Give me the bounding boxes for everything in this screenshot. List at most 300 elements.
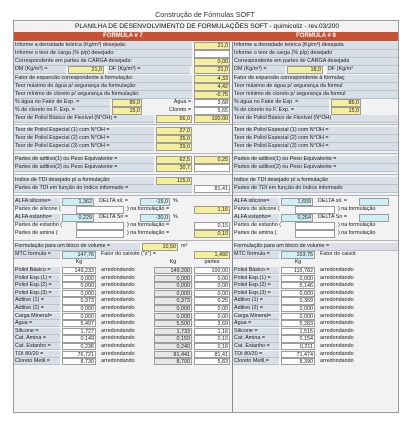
esp3-row xyxy=(14,143,232,151)
row-name: Cloreto Metil.= xyxy=(233,358,279,365)
row-kg: 0,373 xyxy=(62,297,96,304)
exp-factor-value: 4,33 xyxy=(194,75,230,83)
row-name: Poliol Esp.(2) = xyxy=(14,282,60,289)
corresp-label: Correspondente em partes de CARGA desejada: xyxy=(14,58,192,66)
row-rounding-mode: arredondando xyxy=(320,335,354,342)
esp1-row xyxy=(233,127,399,135)
exp-factor-row xyxy=(233,75,399,83)
row-name: Cat. Estanho = xyxy=(233,343,279,350)
poliol-basico-noh-input[interactable]: 56,0 xyxy=(156,115,192,123)
dm-label: DM (Kg/m³) = xyxy=(233,66,285,74)
row-rounding-mode: arredondando xyxy=(101,358,135,365)
water-pct-label: % água no Fator de Exp. = xyxy=(14,99,110,107)
window-title: Construção de Fórmulas SOFT xyxy=(155,10,255,19)
poliol-basico-value: 100,00 xyxy=(194,115,230,123)
esp2-label: Teor de Poliol Especial (2) com N°OH = xyxy=(233,135,399,143)
df-label: DF (Kg/m³) = xyxy=(108,66,190,74)
row-kg: 0,000 xyxy=(281,290,315,297)
row-name: TDI 80/20 = xyxy=(233,351,279,358)
delta-sn-input[interactable] xyxy=(359,214,389,222)
row-name: Carga Mineral= xyxy=(14,313,60,320)
row-kg: 5,283 xyxy=(281,320,315,327)
esp3-label: Teor de Poliol Especial (3) com N°OH = xyxy=(233,143,399,151)
alfa-sil-row xyxy=(14,198,232,206)
row-kg: 0,000 xyxy=(62,313,96,320)
chlor-min-row xyxy=(233,91,399,99)
table-row xyxy=(233,297,399,304)
table-row xyxy=(14,297,232,304)
row-rounding-mode: arredondando xyxy=(320,305,354,311)
parts-est-mid: ) na formulação = xyxy=(127,222,170,228)
tdi-input[interactable]: 115,0 xyxy=(156,177,192,185)
row-kg: 5,497 xyxy=(62,320,96,327)
adit1-label: Partes de aditivo(1) ou Peso Equivalente = xyxy=(14,156,154,164)
delta-sn-input[interactable]: -30,0 xyxy=(140,214,170,222)
table-row xyxy=(233,343,399,350)
row-kg: 1,727 xyxy=(62,328,96,335)
row-kg: 0,149 xyxy=(62,335,96,342)
table-row xyxy=(14,320,232,327)
parts-am-label: Partes de amina ( xyxy=(234,230,277,236)
load-label: Informe o teor de carga (% p/p) desejado xyxy=(233,50,399,58)
parts-am-row xyxy=(14,230,232,238)
silicone-name-input[interactable] xyxy=(76,206,124,214)
row-name: Poliol Esp.(2) = xyxy=(233,282,279,289)
water-max-row xyxy=(14,83,232,91)
esp1-label: Teor de Poliol Especial (1) com N°OH = xyxy=(233,127,399,135)
row-partes: 0,10 xyxy=(194,335,230,342)
density-label: Informe a densidade teórica (Kg/m³) desejada: xyxy=(14,42,192,50)
row-kg-rounded: 0,373 xyxy=(154,297,192,304)
water-pct-input[interactable]: 85,0 xyxy=(331,99,361,107)
row-kg-rounded: 0,000 xyxy=(154,290,192,297)
water-max-value: 4,42 xyxy=(194,83,230,91)
divider xyxy=(233,195,399,196)
esp2-input[interactable]: 35,0 xyxy=(156,135,192,143)
block-volume-input[interactable]: 10,50 xyxy=(142,243,178,251)
row-rounding-mode: arredondando xyxy=(320,282,354,289)
delta-sn-unit: % xyxy=(173,214,178,220)
parts-est-row xyxy=(14,222,232,230)
box-factor-value: 1,492 xyxy=(194,251,230,259)
cloreto-value: 5,65 xyxy=(194,107,230,115)
silicone-name-input[interactable] xyxy=(295,206,335,214)
tdi-parts-row xyxy=(233,185,399,193)
chlor-min-label: Teor mínimo de cloreto p/ segurança da formul xyxy=(233,91,399,99)
row-partes: 81,41 xyxy=(194,351,230,358)
row-kg-rounded: 0,000 xyxy=(154,313,192,320)
row-kg-rounded: 1,733 xyxy=(154,328,192,335)
parts-am-label: Partes de amina ( xyxy=(15,230,58,236)
adit2-label: Partes de aditivo(2) ou Peso Equivalente = xyxy=(233,164,399,172)
esp2-label: Teor de Poliol Especial (2) com N°OH = xyxy=(14,135,154,143)
cloreto-label: Cloreto = xyxy=(168,107,191,113)
water-pct-label: % água no Fator de Exp. = xyxy=(233,99,329,107)
density-row xyxy=(14,42,232,50)
row-kg: 115,782 xyxy=(281,267,315,274)
esp1-input[interactable]: 27,0 xyxy=(156,127,192,135)
row-rounding-mode: arredondando xyxy=(101,335,135,342)
esp1-label: Teor de Poliol Especial (1) com N°OH = xyxy=(14,127,154,135)
corresp-label: Correspondente em partes de CARGA desejada xyxy=(233,58,399,66)
exp-factor-label: Fator de expansão correspondente à formulaç xyxy=(233,75,399,83)
row-kg: 0,000 xyxy=(281,305,315,312)
tdi-parts-label: Partes de TDI em função do índice informado = xyxy=(14,185,192,193)
row-rounding-mode: arredondando xyxy=(101,267,135,273)
row-name: Aditivo (2) = xyxy=(14,305,60,312)
divider xyxy=(14,174,232,175)
parts-sil-label: Partes de silicone ( xyxy=(15,206,61,212)
spreadsheet xyxy=(13,20,399,413)
row-rounding-mode: arredondando xyxy=(320,274,354,281)
alfa-est-label: ALFA estanho= xyxy=(14,214,60,222)
parts-am-mid: ) na formulação = xyxy=(127,230,170,236)
load-row xyxy=(233,50,399,58)
alfa-sil-label: ALFA silicone= xyxy=(233,198,279,206)
poliol-basico-row xyxy=(233,115,399,123)
divider xyxy=(233,240,399,241)
tdi-label: Índice de TDI desejado p/ a formulação: xyxy=(14,177,154,185)
table-row xyxy=(14,328,232,335)
row-rounding-mode: arredondando xyxy=(320,267,354,273)
delta-sn-label: DELTA Sn = xyxy=(99,214,129,220)
mtc-row xyxy=(233,251,399,259)
table-header-row xyxy=(14,259,232,267)
row-kg-rounded: 81,441 xyxy=(154,351,192,358)
divider xyxy=(233,153,399,154)
row-name: Poliol Esp.(3) = xyxy=(233,290,279,297)
row-partes: 0,00 xyxy=(194,313,230,320)
chlor-pct-label: % de cloreto no F. Exp. = xyxy=(14,107,110,115)
water-pct-input[interactable]: 85,0 xyxy=(112,99,142,107)
row-kg-rounded: 0,240 xyxy=(154,343,192,350)
alfa-est-value: 0,264 xyxy=(281,214,313,222)
table-row xyxy=(14,305,232,312)
row-kg: 5,146 xyxy=(281,282,315,289)
divider xyxy=(14,240,232,241)
kg-col-header: Kg xyxy=(75,259,83,265)
row-rounding-mode: arredondando xyxy=(320,297,354,304)
table-row xyxy=(233,351,399,358)
row-name: Aditivo (1) = xyxy=(14,297,60,304)
table-row xyxy=(233,320,399,327)
table-row xyxy=(14,275,232,282)
row-partes: 0,25 xyxy=(194,297,230,304)
parts-sil-row xyxy=(233,206,399,214)
formula-8-header: FORMULA # 8 xyxy=(232,32,399,41)
table-row xyxy=(233,335,399,342)
divider xyxy=(14,195,232,196)
adit1-row xyxy=(14,156,232,164)
parts-est-value: 0,15 xyxy=(194,222,230,230)
row-name: Poliol Básico = xyxy=(14,267,60,274)
chlor-pct-input[interactable]: 15,0 xyxy=(331,107,361,115)
row-kg: 0,000 xyxy=(62,275,96,282)
row-kg-rounded: 0,150 xyxy=(154,335,192,342)
row-rounding-mode: arredondando xyxy=(101,350,135,357)
alfa-est-row xyxy=(14,214,232,222)
chlor-pct-label: % de cloreto no F. Exp. = xyxy=(233,107,329,115)
corresp-row xyxy=(14,58,232,66)
tdi-parts-row xyxy=(14,185,232,193)
table-row xyxy=(14,290,232,297)
table-row xyxy=(14,351,232,358)
table-row xyxy=(14,313,232,320)
row-kg-rounded: 0,000 xyxy=(154,275,192,282)
row-rounding-mode: arredondando xyxy=(101,305,135,311)
delta-sil-input[interactable] xyxy=(359,198,389,206)
parts-sil-row xyxy=(14,206,232,214)
row-kg: 149,233 xyxy=(62,267,96,274)
kg2-col-header: Kg xyxy=(169,259,177,265)
parts-sil-mid: ) na formulação xyxy=(338,206,376,212)
row-partes: 0,00 xyxy=(194,282,230,289)
row-name: Cat. Amina = xyxy=(233,335,279,342)
table-row xyxy=(233,328,399,335)
box-factor-label: Fator do caixot xyxy=(320,251,356,257)
tdi-label: Índice de TDI desejado p/ a formulação xyxy=(233,177,399,185)
chlor-min-value: -0,75 xyxy=(194,91,230,99)
formula-8-panel xyxy=(232,42,399,413)
block-label: Formulação para um bloco de volume = xyxy=(233,243,399,251)
divider xyxy=(233,174,399,175)
estanho-name-input[interactable] xyxy=(76,222,124,230)
row-name: Silicone = xyxy=(14,328,60,335)
row-rounding-mode: arredondando xyxy=(320,320,354,327)
agua-label: Água = xyxy=(173,99,191,105)
chlor-min-label: Teor mínimo de cloreto p/ segurança da formulação: xyxy=(14,91,192,99)
esp3-label: Teor de Poliol Especial (3) com N°OH = xyxy=(14,143,154,151)
row-kg-rounded: 0,000 xyxy=(154,305,192,312)
water-pct-row xyxy=(14,99,232,107)
agua-value: 3,68 xyxy=(194,99,230,107)
tdi-parts-label: Partes de TDI em função do índice informado xyxy=(233,185,399,193)
formula-7-panel xyxy=(14,42,232,413)
alfa-est-row xyxy=(233,214,399,222)
alfa-est-label: ALFA estanho= xyxy=(233,214,279,222)
tdi-row xyxy=(233,177,399,185)
row-kg: 0,236 xyxy=(62,343,96,350)
exp-factor-label: Fator de expansão correspondente à formulação: xyxy=(14,75,192,83)
row-partes: 0,00 xyxy=(194,275,230,282)
divider xyxy=(14,153,232,154)
row-name: Poliol Esp.(3) = xyxy=(14,290,60,297)
row-kg: 8,390 xyxy=(281,358,315,365)
water-max-row xyxy=(233,83,399,91)
delta-sil-label: DELTA sil. = xyxy=(318,198,348,204)
row-kg-rounded: 0,000 xyxy=(154,282,192,289)
row-partes: 0,16 xyxy=(194,343,230,350)
mtc-value: 153,75 xyxy=(281,251,315,259)
poliol-basico-label: Teor de Poliol Básico de Flexível (N°OH) xyxy=(233,115,399,123)
row-partes: 100,00 xyxy=(194,267,230,274)
row-name: Carga Mineral= xyxy=(233,313,279,320)
esp3-row xyxy=(233,143,399,151)
parts-sil-label: Partes de silicone ( xyxy=(234,206,280,212)
table-row xyxy=(233,358,399,365)
row-rounding-mode: arredondando xyxy=(320,289,354,296)
row-name: Silicone = xyxy=(233,328,279,335)
delta-sil-label: DELTA sil. = xyxy=(99,198,129,204)
parts-sil-value: 1,16 xyxy=(194,206,230,214)
chlor-pct-input[interactable]: 15,0 xyxy=(112,107,142,115)
row-kg: 0,369 xyxy=(281,297,315,304)
row-rounding-mode: arredondando xyxy=(320,358,354,365)
poliol-basico-label: Teor de Poliol Básico de Flexível (N°OH) = xyxy=(14,115,154,123)
parts-am-mid: ) na formulação xyxy=(338,230,376,236)
block-unit: m³ xyxy=(181,243,188,249)
alfa-sil-label: ALFA silicone= xyxy=(14,198,60,206)
row-kg: 0,000 xyxy=(281,275,315,282)
table-row xyxy=(233,275,399,282)
density-input[interactable]: 21,0 xyxy=(194,42,230,50)
dm-value: 18,0 xyxy=(287,66,323,74)
row-kg-rounded: 5,500 xyxy=(154,320,192,327)
delta-sn-label: DELTA Sn = xyxy=(318,214,348,220)
row-rounding-mode: arredondando xyxy=(101,327,135,334)
row-rounding-mode: arredondando xyxy=(101,297,135,304)
mtc-label: MTC formula = xyxy=(14,251,60,259)
row-name: Poliol Básico = xyxy=(233,267,279,274)
corresp-value: 0,00 xyxy=(194,58,230,66)
alfa-sil-value: 1,362 xyxy=(62,198,94,206)
row-kg: 0,154 xyxy=(281,335,315,342)
load-input[interactable] xyxy=(194,50,230,58)
exp-factor-row xyxy=(14,75,232,83)
row-name: Poliol Esp.(1) = xyxy=(233,275,279,282)
table-row xyxy=(233,290,399,297)
row-kg: 1,515 xyxy=(281,328,315,335)
table-row xyxy=(14,343,232,350)
row-kg: 0,000 xyxy=(62,282,96,289)
row-partes: 0,00 xyxy=(194,290,230,297)
block-row xyxy=(233,243,399,251)
block-row xyxy=(14,243,232,251)
parts-am-value: 0,10 xyxy=(194,230,230,238)
parts-sil-mid: ) na formulação = xyxy=(127,206,170,212)
delta-sil-unit: % xyxy=(173,198,178,204)
table-row xyxy=(14,267,232,274)
dm-df-row xyxy=(233,66,399,74)
row-rounding-mode: arredondando xyxy=(101,289,135,296)
box-factor-label: Fator do caixote ("z") = xyxy=(101,251,156,257)
adit1-row xyxy=(233,156,399,164)
water-max-label: Teor máximo de água p/ segurança da formul xyxy=(233,83,399,91)
water-pct-row xyxy=(233,99,399,107)
row-kg: 8,730 xyxy=(62,358,96,365)
dm-df-row xyxy=(14,66,232,74)
chlor-pct-row xyxy=(233,107,399,115)
parts-est-mid: ) na formulação xyxy=(338,222,376,228)
kg-col-header: Kg xyxy=(294,259,302,265)
row-partes: 5,83 xyxy=(194,358,230,365)
corresp-row xyxy=(233,58,399,66)
divider xyxy=(14,124,232,125)
chlor-pct-row xyxy=(14,107,232,115)
adit2-eq-input[interactable]: 30,7 xyxy=(156,164,192,172)
load-row xyxy=(14,50,232,58)
df-label: DF (Kg/m³ xyxy=(327,66,399,74)
delta-sil-input[interactable]: -15,0 xyxy=(140,198,170,206)
esp2-row xyxy=(233,135,399,143)
row-partes: 0,00 xyxy=(194,305,230,312)
tdi-parts-value: 81,41 xyxy=(194,185,230,193)
alfa-est-value: 0,229 xyxy=(62,214,94,222)
row-rounding-mode: arredondando xyxy=(320,350,354,357)
parts-est-row xyxy=(233,222,399,230)
mtc-row xyxy=(14,251,232,259)
mtc-label: MTC formula = xyxy=(233,251,279,259)
amina-name-input[interactable] xyxy=(295,230,335,238)
row-kg: 0,000 xyxy=(281,313,315,320)
row-name: Cat. Amina = xyxy=(14,335,60,342)
table-row xyxy=(14,358,232,365)
parts-est-label: Partes de estanho ( xyxy=(234,222,282,228)
mtc-value: 147,76 xyxy=(62,251,96,259)
row-kg-rounded: 8,700 xyxy=(154,358,192,365)
table-row xyxy=(233,267,399,274)
row-rounding-mode: arredondando xyxy=(101,312,135,319)
row-rounding-mode: arredondando xyxy=(320,343,354,349)
row-kg: 71,474 xyxy=(281,351,315,358)
density-label: Informe a densidade teórica (Kg/m³) desejada xyxy=(233,42,399,50)
dm-value: 21,0 xyxy=(68,66,104,74)
formula-7-header: FORMULA # 7 xyxy=(14,32,232,41)
row-name: Água = xyxy=(14,320,60,327)
adit2-parts-input[interactable] xyxy=(194,164,230,172)
adit2-row xyxy=(233,164,399,172)
row-rounding-mode: arredondando xyxy=(320,327,354,334)
adit1-parts-input[interactable]: 0,25 xyxy=(194,156,230,164)
tdi-row xyxy=(14,177,232,185)
table-row xyxy=(233,305,399,312)
row-name: Poliol Esp.(1) = xyxy=(14,275,60,282)
row-name: Aditivo (2) = xyxy=(233,305,279,312)
dm-label: DM (Kg/m³) = xyxy=(14,66,66,74)
table-row xyxy=(14,335,232,342)
table-header-row xyxy=(233,259,399,267)
table-row xyxy=(14,282,232,289)
block-label: Formulação para um bloco de volume = xyxy=(14,243,140,251)
amina-name-input[interactable] xyxy=(76,230,124,238)
partes-col-header: partes xyxy=(204,259,220,265)
parts-am-row xyxy=(233,230,399,238)
row-kg: 76,721 xyxy=(62,351,96,358)
parts-est-label: Partes de estanho ( xyxy=(15,222,63,228)
row-rounding-mode: arredondando xyxy=(101,282,135,289)
row-name: Aditivo (1) = xyxy=(233,297,279,304)
water-max-label: Teor máximo de água p/ segurança da formulação: xyxy=(14,83,192,91)
adit2-label: Partes de aditivo(2) ou Peso Equivalente = xyxy=(14,164,154,172)
row-rounding-mode: arredondando xyxy=(101,274,135,281)
row-partes: 3,69 xyxy=(194,320,230,327)
esp2-row xyxy=(14,135,232,143)
row-rounding-mode: arredondando xyxy=(320,312,354,319)
density-row xyxy=(233,42,399,50)
esp3-input[interactable]: 29,0 xyxy=(156,143,192,151)
sheet-title: PLANILHA DE DESENVOLVIMENTO DE FORMULAÇÕES SOFT - quimicoliz - rev.03/200 xyxy=(74,23,340,30)
adit1-label: Partes de aditivo(1) ou Peso Equivalente = xyxy=(233,156,399,164)
estanho-name-input[interactable] xyxy=(295,222,335,230)
adit1-eq-input[interactable]: 62,5 xyxy=(156,156,192,164)
load-label: Informe o teor de carga (% p/p) desejado: xyxy=(14,50,192,58)
row-partes: 1,16 xyxy=(194,328,230,335)
row-kg: 0,000 xyxy=(62,290,96,297)
row-kg-rounded: 149,200 xyxy=(154,267,192,274)
table-row xyxy=(233,313,399,320)
alfa-sil-value: 1,659 xyxy=(281,198,313,206)
row-rounding-mode: arredondando xyxy=(101,343,135,349)
